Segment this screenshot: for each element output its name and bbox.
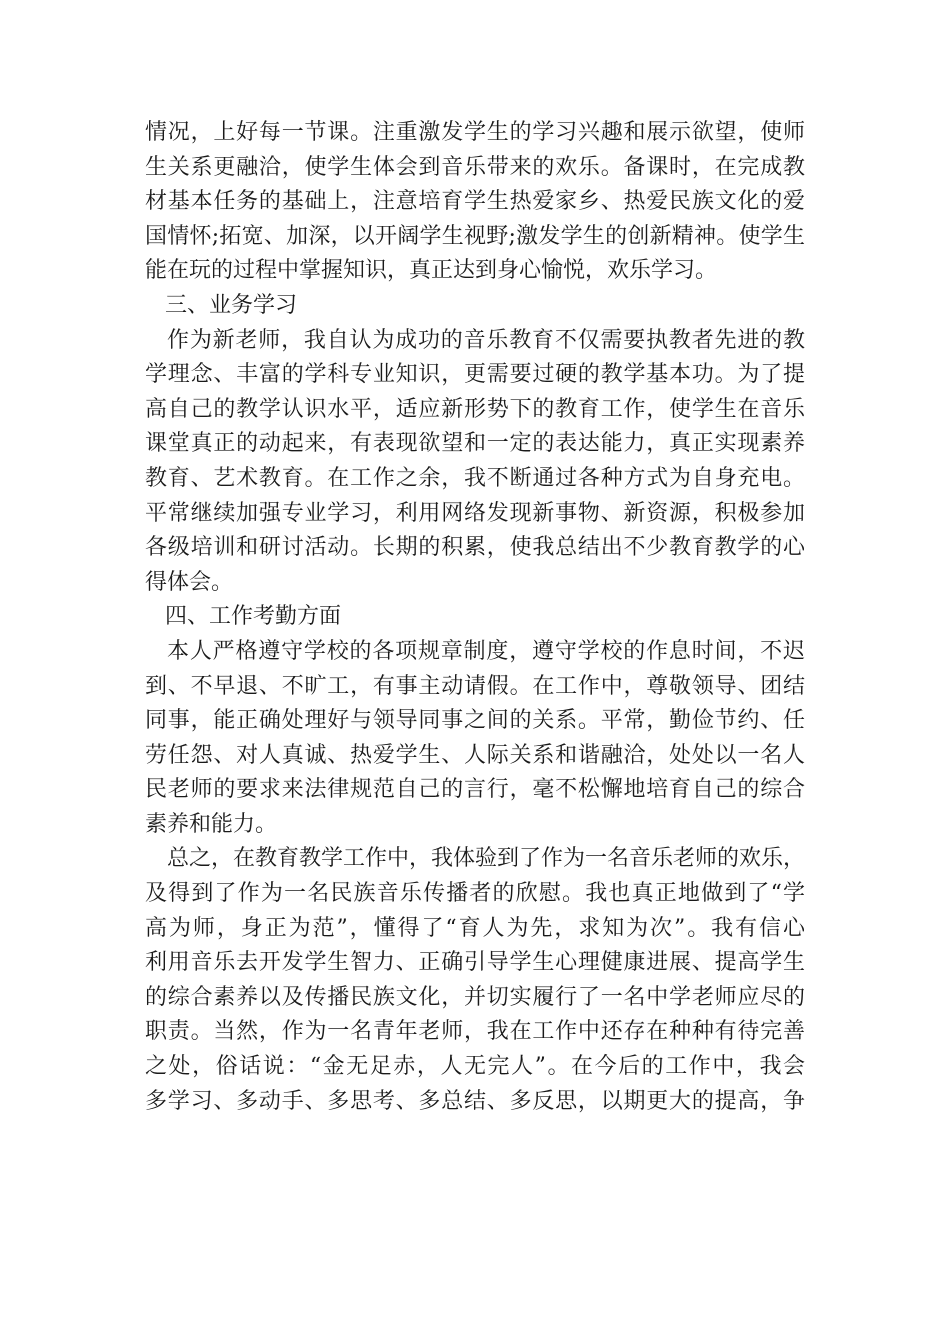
- document-body: [145, 116, 805, 1119]
- text-line: 之处，俗话说：“金无足赤，人无完人”。在今后的工作中，我会: [145, 1054, 805, 1080]
- text-line: 材基本任务的基础上，注意培育学生热爱家乡、热爱民族文化的爱: [145, 189, 805, 215]
- text-line: 及得到了作为一名民族音乐传播者的欣慰。我也真正地做到了“学: [145, 881, 805, 907]
- text-line: 学理念、丰富的学科专业知识，更需要过硬的教学基本功。为了提: [145, 362, 805, 388]
- text-line: 情况，上好每一节课。注重激发学生的学习兴趣和展示欲望，使师: [145, 120, 805, 145]
- text-line: 教育、艺术教育。在工作之余，我不断通过各种方式为自身充电。: [145, 465, 805, 491]
- text-line: 平常继续加强专业学习，利用网络发现新事物、新资源，积极参加: [145, 500, 805, 526]
- text-line: 多学习、多动手、多思考、多总结、多反思，以期更大的提高，争: [145, 1088, 805, 1114]
- text-line: 利用音乐去开发学生智力、正确引导学生心理健康进展、提高学生: [145, 950, 805, 976]
- text-line: 劳任怨、对人真诚、热爱学生、人际关系和谐融洽，处处以一名人: [145, 742, 805, 768]
- text-line: 民老师的要求来法律规范自己的言行，毫不松懈地培育自己的综合: [145, 777, 805, 803]
- text-line: 到、不早退、不旷工，有事主动请假。在工作中，尊敬领导、团结: [145, 673, 805, 699]
- text-line: 各级培训和研讨活动。长期的积累，使我总结出不少教育教学的心: [145, 535, 805, 561]
- section-heading: 三、业务学习: [165, 292, 298, 318]
- text-line: 本人严格遵守学校的各项规章制度，遵守学校的作息时间，不迟: [167, 638, 805, 664]
- text-line: 得体会。: [145, 569, 234, 595]
- text-line: 课堂真正的动起来，有表现欲望和一定的表达能力，真正实现素养: [145, 431, 805, 457]
- text-line: 的综合素养以及传播民族文化，并切实履行了一名中学老师应尽的: [145, 984, 805, 1010]
- text-line: 同事，能正确处理好与领导同事之间的关系。平常，勤俭节约、任: [145, 708, 805, 734]
- text-line: 能在玩的过程中掌握知识，真正达到身心愉悦，欢乐学习。: [145, 258, 718, 284]
- text-line: 高自己的教学认识水平，适应新形势下的教育工作，使学生在音乐: [145, 396, 805, 422]
- section-heading: 四、工作考勤方面: [165, 604, 342, 630]
- text-line: 国情怀;拓宽、加深，以开阔学生视野;激发学生的创新精神。使学生: [145, 223, 805, 249]
- text-line: 作为新老师，我自认为成功的音乐教育不仅需要执教者先进的教: [167, 327, 805, 353]
- text-line: 素养和能力。: [145, 811, 278, 837]
- text-line: 总之，在教育教学工作中，我体验到了作为一名音乐老师的欢乐，: [167, 846, 806, 872]
- text-line: 职责。当然，作为一名青年老师，我在工作中还存在种种有待完善: [145, 1019, 805, 1045]
- text-line: 高为师，身正为范”，懂得了“育人为先，求知为次”。我有信心: [145, 915, 805, 941]
- text-line: 生关系更融洽，使学生体会到音乐带来的欢乐。备课时，在完成教: [145, 154, 805, 180]
